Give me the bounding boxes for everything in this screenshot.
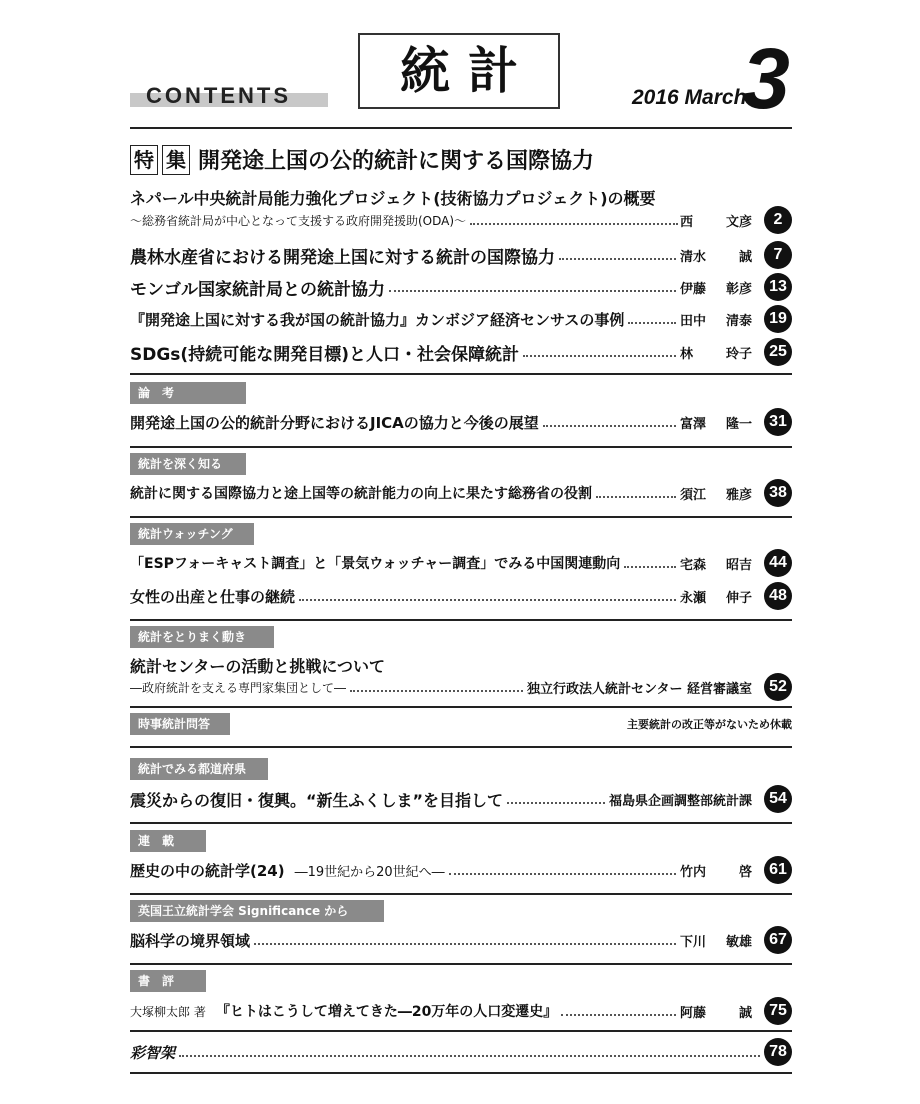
entry-title: 開発途上国の公的統計分野におけるJICAの協力と今後の展望 <box>130 413 539 432</box>
entry-title: 女性の出産と仕事の継続 <box>130 587 296 606</box>
page-number: 19 <box>764 305 792 333</box>
toc-entry-meta[interactable] <box>130 673 792 701</box>
entry-title: 震災からの復旧・復興。“新生ふくしま”を目指して <box>130 790 504 810</box>
section-label-shohyo: 書 評 <box>130 970 206 992</box>
author-first: 啓 <box>738 864 752 880</box>
page-number: 25 <box>764 338 792 366</box>
entry-title: 農林水産省における開発途上国に対する統計の国際協力 <box>130 247 555 268</box>
section-rule <box>130 446 792 448</box>
section-rule <box>130 619 792 621</box>
issue-date: 2016 March <box>632 86 747 109</box>
page-number: 7 <box>764 241 792 269</box>
author-last: 清水 <box>680 249 707 265</box>
author-first: 敏雄 <box>725 934 752 950</box>
feature-box-shu: 集 <box>162 145 190 175</box>
header-rule <box>130 127 792 129</box>
toc-entry[interactable] <box>130 338 792 366</box>
page-number: 13 <box>764 273 792 301</box>
section-label-todofuken: 統計でみる都道府県 <box>130 758 268 780</box>
page-number: 75 <box>764 997 792 1025</box>
page-number: 61 <box>764 856 792 884</box>
author-last: 富澤 <box>680 416 707 432</box>
author-first: 隆一 <box>725 416 752 432</box>
page-number: 52 <box>764 673 792 701</box>
contents-label: CONTENTS <box>146 83 291 108</box>
entry-title: 脳科学の境界領域 <box>130 931 251 950</box>
page-number: 38 <box>764 479 792 507</box>
entry-title: 『開発途上国に対する我が国の統計協力』カンボジア経済センサスの事例 <box>130 310 625 329</box>
author-first: 文彦 <box>725 214 752 230</box>
toc-entry[interactable] <box>130 408 792 436</box>
entry-subtitle: 〜総務省統計局が中心となって支援する政府開発援助(ODA)〜 <box>130 214 467 228</box>
toc-entry-meta[interactable] <box>130 206 792 234</box>
toc-entry[interactable] <box>130 926 792 954</box>
author-org: 福島県企画調整部統計課 <box>608 793 752 809</box>
suspended-note: 主要統計の改正等がないため休載 <box>627 718 792 731</box>
toc-entry[interactable] <box>130 997 792 1025</box>
author-last: 永瀬 <box>680 590 707 606</box>
feature-heading <box>130 144 594 175</box>
toc-entry[interactable] <box>130 549 792 577</box>
toc-entry[interactable] <box>130 785 792 813</box>
entry-title: 歴史の中の統計学(24) <box>130 861 285 880</box>
page-number: 78 <box>764 1038 792 1066</box>
section-rule <box>130 822 792 824</box>
author-first: 誠 <box>738 1005 752 1021</box>
page-number: 44 <box>764 549 792 577</box>
entry-title: 彩智架 <box>130 1043 176 1062</box>
page-number: 48 <box>764 582 792 610</box>
entry-subtitle: ―19世紀から20世紀へ― <box>294 864 445 880</box>
page-number: 54 <box>764 785 792 813</box>
section-label-fukaku: 統計を深く知る <box>130 453 246 475</box>
bottom-rule <box>130 1072 792 1074</box>
entry-title: SDGs(持続可能な開発目標)と人口・社会保障統計 <box>130 344 519 365</box>
entry-title: 統計に関する国際協力と途上国等の統計能力の向上に果たす総務省の役割 <box>130 486 592 502</box>
toc-entry[interactable] <box>130 856 792 884</box>
author-last: 田中 <box>680 313 707 329</box>
toc-entry[interactable] <box>130 241 792 269</box>
author-last: 竹内 <box>680 864 707 880</box>
section-label-jiji: 時事統計問答 <box>130 713 230 735</box>
section-rule <box>130 1030 792 1032</box>
author-last: 宅森 <box>680 557 707 573</box>
entry-subtitle: ―政府統計を支える専門家集団として― <box>130 680 347 695</box>
entry-title: 『ヒトはこうして増えてきた―20万年の人口変遷史』 <box>215 1004 558 1020</box>
section-rule <box>130 373 792 375</box>
toc-entry[interactable] <box>130 305 792 333</box>
feature-title: 開発途上国の公的統計に関する国際協力 <box>198 149 595 174</box>
section-rule <box>130 893 792 895</box>
entry-title: 「ESPフォーキャスト調査」と「景気ウォッチャー調査」でみる中国関連動向 <box>130 556 621 572</box>
feature-box-toku: 特 <box>130 145 158 175</box>
page-number: 2 <box>764 206 792 234</box>
author-first: 雅彦 <box>725 487 752 503</box>
section-label-torimaku: 統計をとりまく動き <box>130 626 274 648</box>
section-label-ronkou: 論 考 <box>130 382 246 404</box>
toc-entry[interactable] <box>130 1038 792 1066</box>
author-last: 阿藤 <box>680 1005 707 1021</box>
magazine-title: 統計 <box>400 42 536 100</box>
section-rule <box>130 963 792 965</box>
book-author: 大塚柳太郎 著 <box>130 1004 206 1019</box>
toc-entry[interactable] <box>130 479 792 507</box>
author-last: 下川 <box>680 934 707 950</box>
page-number: 31 <box>764 408 792 436</box>
entry-title: 統計センターの活動と挑戦について <box>130 657 386 676</box>
author-last: 伊藤 <box>680 281 707 297</box>
section-label-watching: 統計ウォッチング <box>130 523 254 545</box>
issue-number: 3 <box>742 31 790 127</box>
author-first: 誠 <box>738 249 752 265</box>
toc-entry[interactable] <box>130 582 792 610</box>
toc-entry[interactable] <box>130 273 792 301</box>
entry-title: ネパール中央統計局能力強化プロジェクト(技術協力プロジェクト)の概要 <box>130 189 656 208</box>
author-last: 西 <box>680 214 694 230</box>
section-label-rensai: 連 載 <box>130 830 206 852</box>
section-rule <box>130 706 792 708</box>
author-org: 独立行政法人統計センター 経営審議室 <box>526 681 752 697</box>
magazine-title-box <box>358 33 560 109</box>
section-rule <box>130 516 792 518</box>
author-first: 清泰 <box>725 313 752 329</box>
author-first: 玲子 <box>725 346 752 362</box>
section-label-significance: 英国王立統計学会 Significance から <box>130 900 384 922</box>
author-last: 須江 <box>680 487 707 503</box>
author-first: 彰彦 <box>725 281 752 297</box>
author-first: 昭吉 <box>725 557 752 573</box>
entry-title: モンゴル国家統計局との統計協力 <box>130 279 385 300</box>
page-number: 67 <box>764 926 792 954</box>
section-rule <box>130 746 792 748</box>
author-first: 伸子 <box>725 590 752 606</box>
author-last: 林 <box>680 346 694 362</box>
